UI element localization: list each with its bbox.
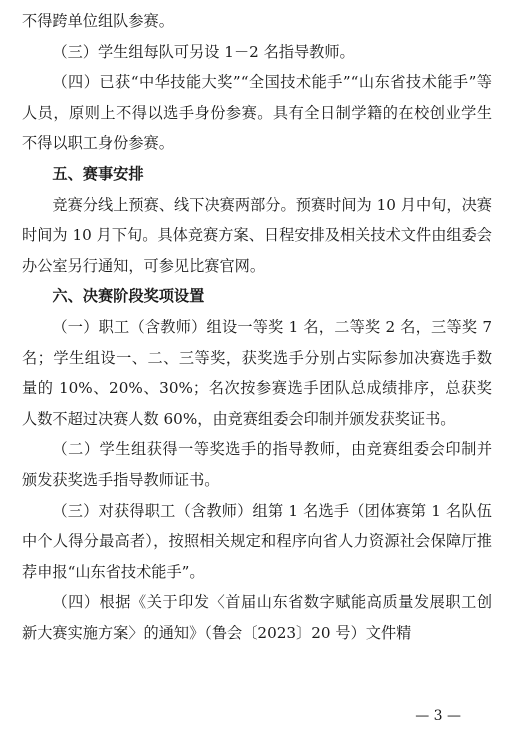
section-heading-awards: 六、决赛阶段奖项设置	[52, 287, 205, 306]
paragraph-schedule: 竞赛分线上预赛、线下决赛两部分。预赛时间为 10 月中旬，决赛时间为 10 月下旬。具体竞赛方案、日程安排及相关技术文件由组委会办公室另行通知，可参见比赛官网。	[22, 195, 492, 275]
paragraph-awards-recommend: （三）对获得职工（含教师）组第 1 名选手（团体赛第 1 名队伍中个人得分最高者），按照相关规定和程序向省人力资源社会保障厅推荐申报“山东省技术能手”。	[22, 501, 492, 581]
document-body	[22, 6, 492, 648]
paragraph-awards-document: （四）根据《关于印发〈首届山东省数字赋能高质量发展职工创新大赛实施方案〉的通知》（鲁会〔2023〕20 号）文件精	[22, 593, 492, 642]
paragraph-awards-staff: （一）职工（含教师）组设一等奖 1 名，二等奖 2 名，三等奖 7 名；学生组设一、二、三等奖，获奖选手分别占实际参加决赛选手数量的 10%、20%、30%；名次按参赛选手团队总成绩排序，总获奖人数不超过决赛人数 60%，由竞赛组委会印制并颁发获奖证书。	[22, 317, 492, 428]
paragraph-awards-instructors: （二）学生组获得一等奖选手的指导教师，由竞赛组委会印制并颁发获奖选手指导教师证书。	[22, 440, 492, 489]
page-number: — 3 —	[415, 708, 461, 724]
section-heading-schedule: 五、赛事安排	[52, 164, 144, 183]
paragraph-eligibility: （四）已获“中华技能大奖”“全国技术能手”“山东省技术能手”等人员，原则上不得以选手身份参赛。具有全日制学籍的在校创业学生不得以职工身份参赛。	[22, 73, 492, 153]
paragraph-continuation: 不得跨单位组队参赛。	[22, 12, 174, 30]
paragraph-instructors: （三）学生组每队可另设 1－2 名指导教师。	[52, 42, 355, 61]
